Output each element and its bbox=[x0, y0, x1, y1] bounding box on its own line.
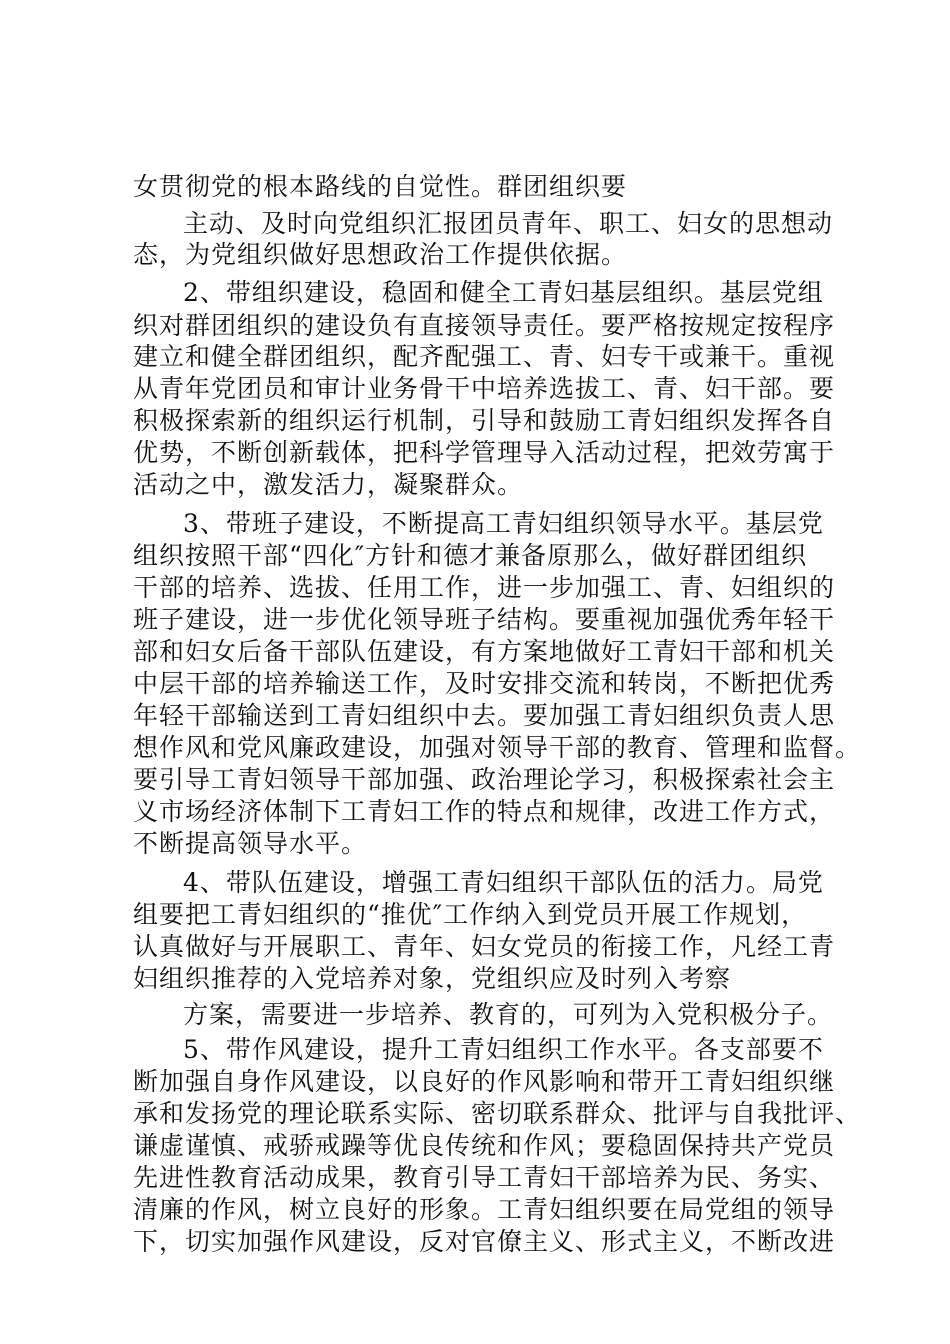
text-line: 干部的培养、选拔、任用工作，进一步加强工、青、妇组织的 bbox=[133, 573, 836, 602]
text-line: 5、带作风建设，提升工青妇组织工作水平。各支部要不 bbox=[183, 1035, 824, 1064]
text-line: 想作风和党风廉政建设，加强对领导干部的教育、管理和监督。 bbox=[133, 733, 862, 762]
text-line: 下，切实加强作风建设，反对官僚主义、形式主义，不断改进 bbox=[133, 1227, 836, 1256]
text-line: 4、带队伍建设，增强工青妇组织干部队伍的活力。局党 bbox=[183, 868, 824, 897]
text-line: 积极探索新的组织运行机制，引导和鼓励工青妇组织发挥各自 bbox=[133, 406, 836, 435]
text-line: 活动之中，激发活力，凝聚群众。 bbox=[133, 470, 524, 499]
text-line: 班子建设，进一步优化领导班子结构。要重视加强优秀年轻干 bbox=[133, 605, 836, 634]
text-line: 从青年党团员和审计业务骨干中培养选拔工、青、妇干部。要 bbox=[133, 374, 836, 403]
text-line: 建立和健全群团组织，配齐配强工、青、妇专干或兼干。重视 bbox=[133, 342, 836, 371]
text-line: 态，为党组织做好思想政治工作提供依据。 bbox=[133, 240, 628, 269]
text-line: 不断提高领导水平。 bbox=[133, 829, 368, 858]
text-line: 谦虚谨慎、戒骄戒躁等优良传统和作风；要稳固保持共产党员 bbox=[133, 1131, 836, 1160]
text-line: 认真做好与开展职工、青年、妇女党员的衔接工作，凡经工青 bbox=[133, 932, 836, 961]
text-line: 织对群团组织的建设负有直接领导责任。要严格按规定按程序 bbox=[133, 311, 836, 340]
text-line: 断加强自身作风建设，以良好的作风影响和带开工青妇组织继 bbox=[133, 1067, 836, 1096]
text-line: 3、带班子建设，不断提高工青妇组织领导水平。基层党 bbox=[183, 509, 824, 538]
text-line: 方案，需要进一步培养、教育的，可列为入党积极分子。 bbox=[183, 1000, 834, 1029]
text-line: 主动、及时向党组织汇报团员青年、职工、妇女的思想动 bbox=[183, 209, 834, 238]
text-line: 优势，不断创新载体，把科学管理导入活动过程，把效劳寓于 bbox=[133, 438, 836, 467]
text-line: 要引导工青妇领导干部加强、政治理论学习，积极探索社会主 bbox=[133, 765, 836, 794]
text-line: 部和妇女后备干部队伍建设，有方案地做好工青妇干部和机关 bbox=[133, 637, 836, 666]
text-line: 组要把工青妇组织的“推优″工作纳入到党员开展工作规划， bbox=[133, 900, 808, 929]
text-line: 组织按照干部“四化″方针和德才兼备原那么，做好群团组织 bbox=[133, 541, 808, 570]
text-line: 女贯彻党的根本路线的自觉性。群团组织要 bbox=[133, 172, 628, 201]
text-line: 义市场经济体制下工青妇工作的特点和规律，改进工作方式， bbox=[133, 797, 836, 826]
text-line: 清廉的作风，树立良好的形象。工青妇组织要在局党组的领导 bbox=[133, 1195, 836, 1224]
text-line: 2、带组织建设，稳固和健全工青妇基层组织。基层党组 bbox=[183, 278, 824, 307]
text-line: 妇组织推荐的入党培养对象，党组织应及时列入考察 bbox=[133, 964, 732, 993]
text-line: 承和发扬党的理论联系实际、密切联系群众、批评与自我批评、 bbox=[133, 1099, 862, 1128]
text-line: 先进性教育活动成果，教育引导工青妇干部培养为民、务实、 bbox=[133, 1163, 836, 1192]
text-line: 中层干部的培养输送工作，及时安排交流和转岗，不断把优秀 bbox=[133, 669, 836, 698]
text-line: 年轻干部输送到工青妇组织中去。要加强工青妇组织负责人思 bbox=[133, 701, 836, 730]
